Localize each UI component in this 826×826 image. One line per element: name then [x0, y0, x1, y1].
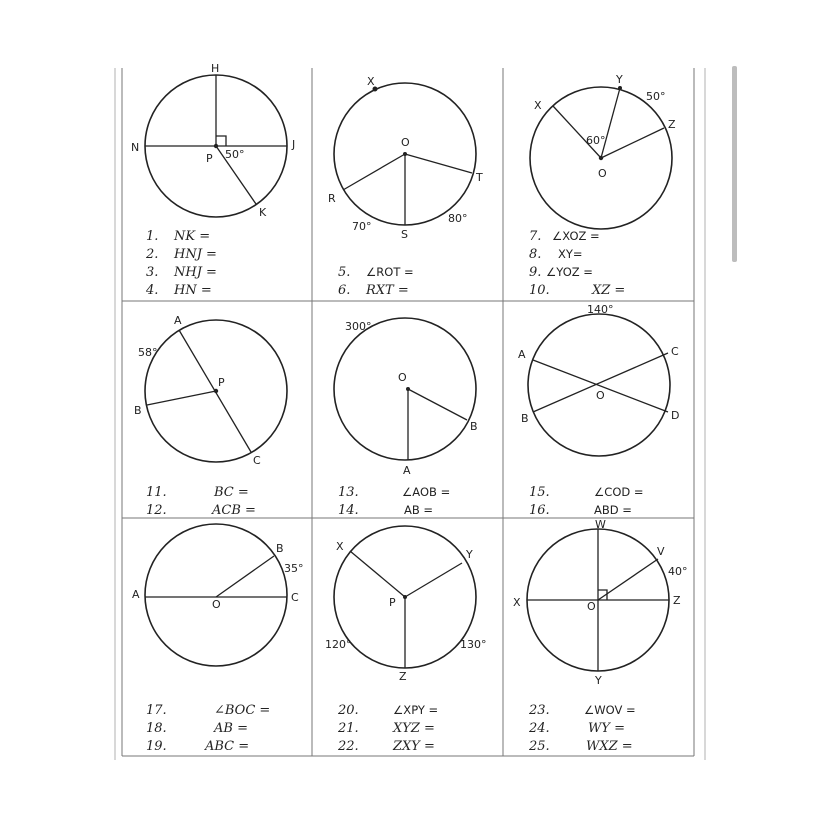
- question-number: 3.: [146, 265, 159, 280]
- question-number: 13.: [338, 485, 359, 500]
- question-number: 4.: [146, 283, 159, 298]
- question-text: BC =: [214, 485, 249, 500]
- label-p: P: [206, 152, 213, 165]
- question-text: ∠YOZ =: [546, 265, 593, 279]
- label-k: K: [259, 206, 267, 219]
- label-x: X: [513, 596, 521, 609]
- label-a: A: [174, 314, 182, 327]
- arc-measure-major: 300°: [345, 320, 372, 333]
- label-a: A: [403, 464, 411, 477]
- question-text: ∠COD =: [594, 485, 644, 499]
- label-j: J: [292, 138, 296, 151]
- question-text: ABC =: [205, 739, 250, 754]
- question-number: 6.: [338, 283, 351, 298]
- question-text: ∠AOB =: [402, 485, 451, 499]
- circle-figure-2: [328, 75, 483, 241]
- label-p: P: [389, 596, 396, 609]
- angle-measure: 50°: [225, 148, 245, 161]
- question-number: 7.: [529, 229, 542, 244]
- label-z: Z: [668, 118, 676, 131]
- label-y: Y: [616, 73, 623, 86]
- question-text: WY =: [588, 721, 625, 736]
- label-o: O: [398, 371, 407, 384]
- label-a: A: [518, 348, 526, 361]
- question-number: 12.: [146, 503, 167, 518]
- label-x: X: [534, 99, 542, 112]
- label-w: W: [595, 518, 606, 531]
- questions-row-2: [146, 485, 644, 518]
- question-text: WXZ =: [586, 739, 633, 754]
- question-number: 24.: [529, 721, 550, 736]
- label-c: C: [671, 345, 679, 358]
- label-x: X: [336, 540, 344, 553]
- question-text: HNJ =: [174, 247, 217, 262]
- question-number: 17.: [146, 703, 167, 718]
- question-text: AB =: [214, 721, 248, 736]
- label-d: D: [671, 409, 680, 422]
- question-text: ∠ROT =: [366, 265, 414, 279]
- question-number: 21.: [338, 721, 359, 736]
- label-b: B: [521, 412, 529, 425]
- label-x: X: [367, 75, 375, 88]
- circle-figure-9: [513, 518, 688, 687]
- question-number: 23.: [529, 703, 550, 718]
- question-number: 5.: [338, 265, 351, 280]
- question-text: NK =: [174, 229, 211, 244]
- arc-measure-yz: 130°: [460, 638, 487, 651]
- label-n: N: [131, 141, 140, 154]
- label-b: B: [276, 542, 284, 555]
- circle-figure-5: [334, 318, 478, 477]
- question-text: ∠WOV =: [584, 703, 636, 717]
- questions-row-1: [145, 229, 625, 298]
- label-o: O: [596, 389, 605, 402]
- question-number: 14.: [338, 503, 359, 518]
- question-number: 11.: [146, 485, 167, 500]
- angle-measure: 60°: [586, 134, 606, 147]
- label-z: Z: [673, 594, 681, 607]
- label-y: Y: [466, 548, 473, 561]
- question-text: NHJ =: [174, 265, 217, 280]
- arc-measure-ab: 58°: [138, 346, 158, 359]
- question-text: RXT =: [366, 283, 409, 298]
- label-t: T: [476, 171, 483, 184]
- label-c: C: [253, 454, 261, 467]
- question-number: 2.: [146, 247, 159, 262]
- question-text: ACB =: [212, 503, 256, 518]
- circle-figure-4: [134, 314, 287, 467]
- question-number: 18.: [146, 721, 167, 736]
- question-number: 8.: [529, 247, 542, 262]
- circle-figure-1: [131, 62, 295, 219]
- question-number: 20.: [338, 703, 359, 718]
- question-number: 25.: [529, 739, 550, 754]
- label-o: O: [401, 136, 410, 149]
- label-h: H: [211, 62, 220, 75]
- question-text: HN =: [174, 283, 212, 298]
- question-text: XY=: [558, 247, 583, 261]
- circle-figure-8: [325, 526, 487, 683]
- question-number: 15.: [529, 485, 550, 500]
- arc-measure-ac: 140°: [587, 303, 614, 316]
- label-b: B: [470, 420, 478, 433]
- question-number: 22.: [338, 739, 359, 754]
- label-r: R: [328, 192, 336, 205]
- question-text: AB =: [404, 503, 434, 517]
- label-o: O: [587, 600, 596, 613]
- arc-measure-yz: 50°: [646, 90, 666, 103]
- question-number: 16.: [529, 503, 550, 518]
- label-p: P: [218, 376, 225, 389]
- question-number: 10.: [529, 283, 550, 298]
- circle-figure-6: [518, 303, 679, 456]
- label-c: C: [291, 591, 299, 604]
- label-z: Z: [399, 670, 407, 683]
- questions-row-3: [146, 703, 636, 754]
- question-number: 19.: [146, 739, 167, 754]
- label-b: B: [134, 404, 142, 417]
- label-v: V: [657, 545, 665, 558]
- question-number: 9.: [529, 265, 542, 280]
- question-text: ∠BOC =: [214, 703, 271, 718]
- circle-figure-7: [132, 524, 304, 666]
- label-a: A: [132, 588, 140, 601]
- circle-figure-3: [530, 73, 676, 229]
- arc-measure-vz: 40°: [668, 565, 688, 578]
- question-text: ∠XPY =: [393, 703, 439, 717]
- question-text: ∠XOZ =: [552, 229, 600, 243]
- arc-measure-bc: 35°: [284, 562, 304, 575]
- label-y: Y: [595, 674, 602, 687]
- question-text: XZ =: [592, 283, 626, 298]
- question-number: 1.: [146, 229, 159, 244]
- arc-measure-xz: 120°: [325, 638, 352, 651]
- label-o: O: [598, 167, 607, 180]
- arc-measure-st: 80°: [448, 212, 468, 225]
- label-s: S: [401, 228, 408, 241]
- question-text: ZXY =: [393, 739, 435, 754]
- question-text: ABD =: [594, 503, 632, 517]
- arc-measure-rs: 70°: [352, 220, 372, 233]
- label-o: O: [212, 598, 221, 611]
- question-text: XYZ =: [393, 721, 435, 736]
